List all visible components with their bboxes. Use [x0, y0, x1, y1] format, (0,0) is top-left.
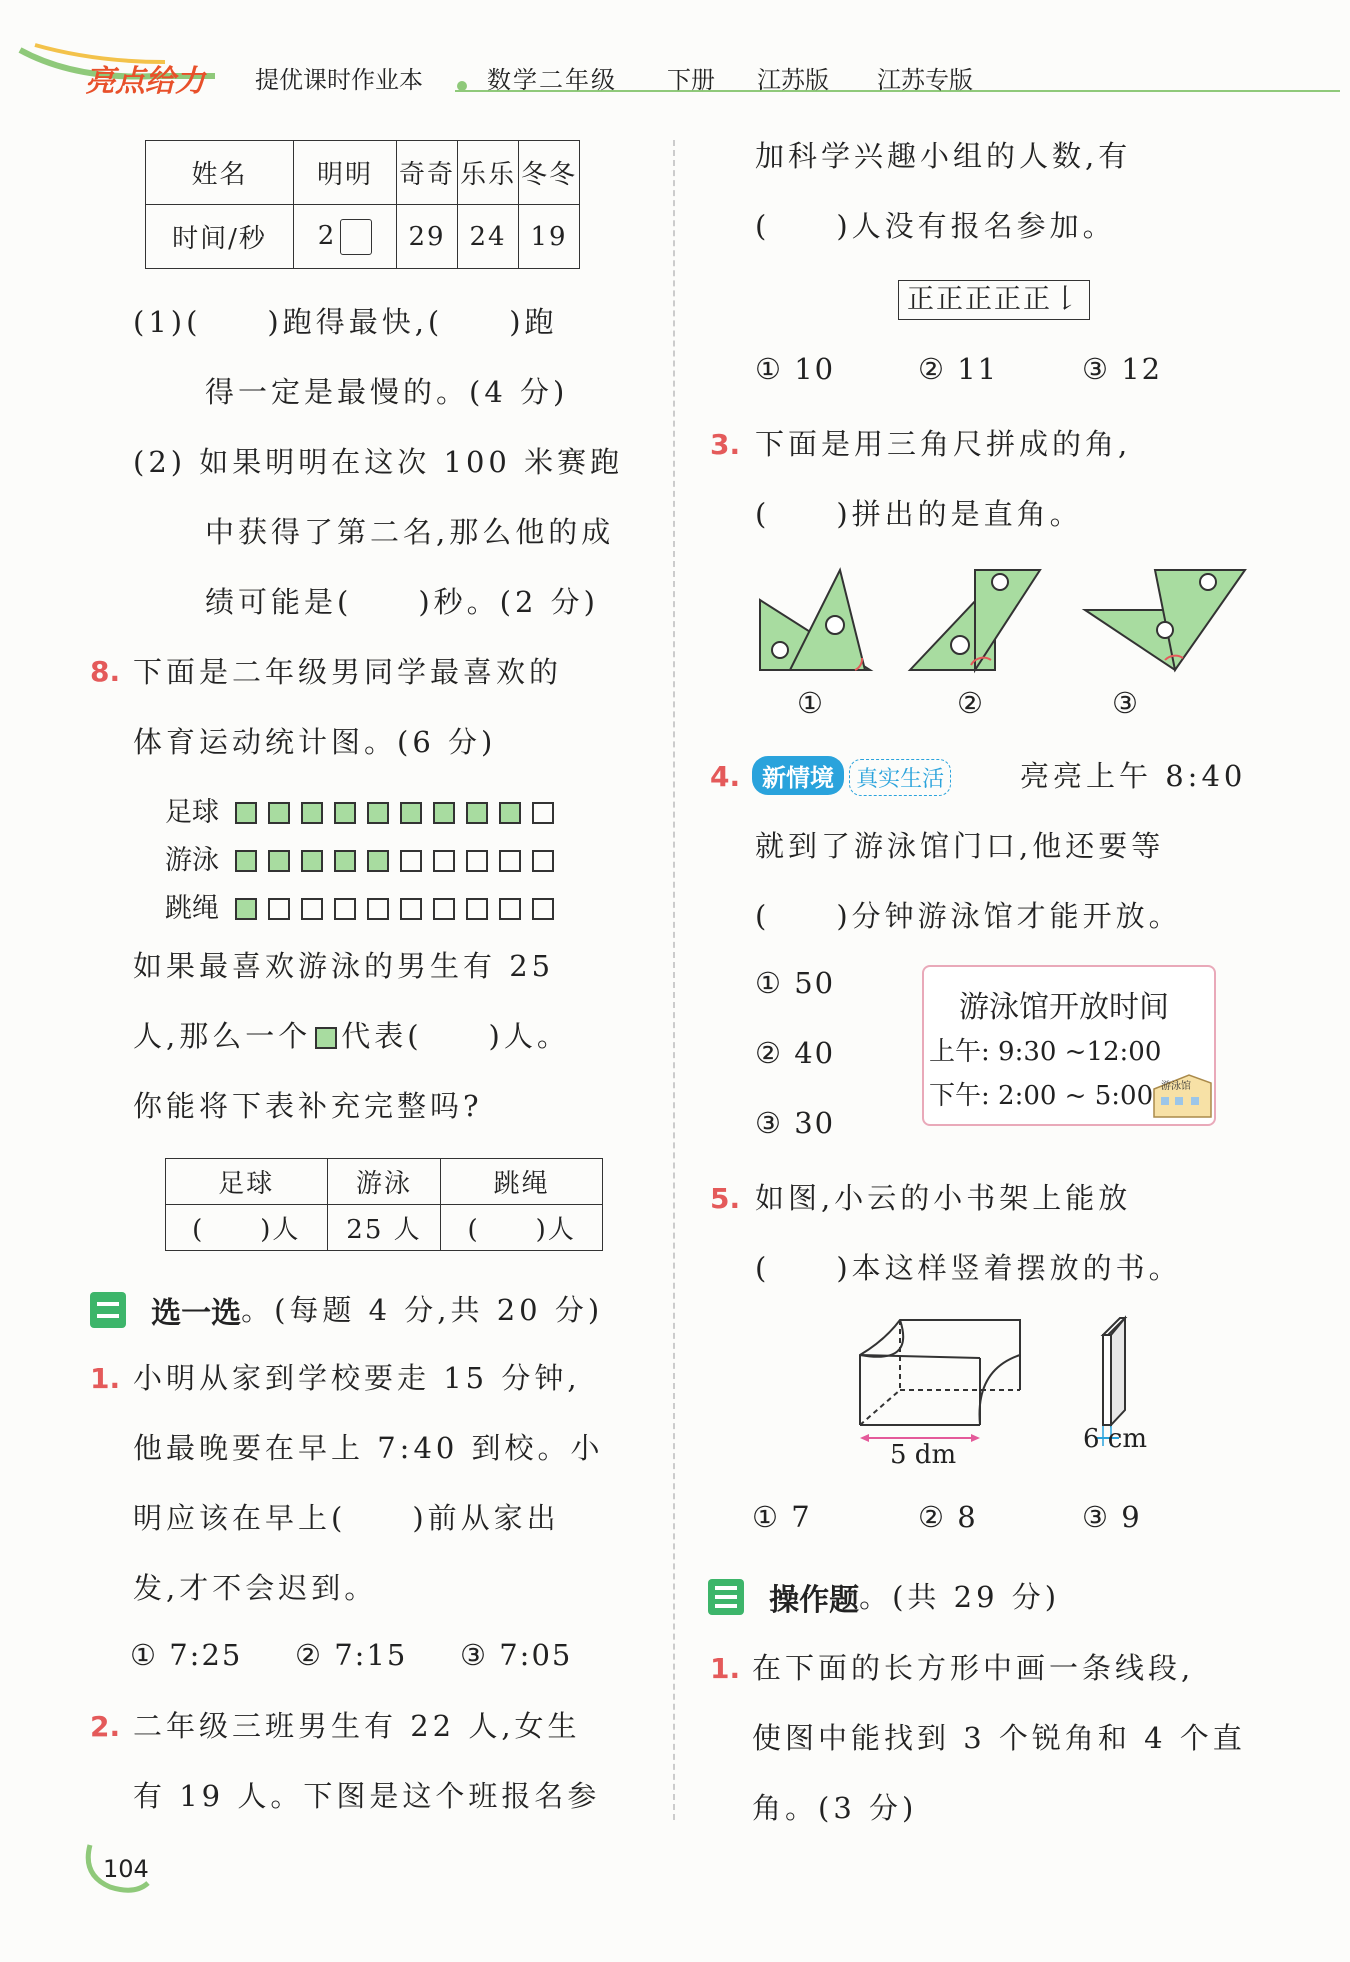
pictograph-row: [165, 788, 565, 836]
table-cell: [294, 205, 397, 269]
s2q5-line2: ( )本这样竖着摆放的书。: [755, 1251, 1182, 1285]
empty-square: [433, 850, 455, 872]
sports-pictograph: [165, 788, 565, 932]
section-icon-three: [708, 1579, 744, 1615]
empty-square: [367, 898, 389, 920]
s2q5-option-a[interactable]: ① 7: [752, 1500, 812, 1534]
opening-hours-am: 上午: 9:30 ~12:00: [929, 1037, 1162, 1067]
s2q2-option-b[interactable]: ② 11: [918, 352, 999, 386]
header-edition: 江苏版: [757, 66, 829, 94]
header-volume: 下册: [667, 66, 715, 94]
s2q4-line1: 亮亮上午 8:40: [1020, 759, 1247, 793]
section3-title: 操作题: [769, 1583, 860, 1618]
section3-note: 。(共 29 分): [859, 1580, 1061, 1614]
empty-square: [499, 898, 521, 920]
filled-square: [433, 802, 455, 824]
s2q4-line3: ( )分钟游泳馆才能开放。: [755, 899, 1182, 933]
q7-part1-line1: (1)( )跑得最快,( )跑: [133, 305, 558, 339]
q8-text3: 你能将下表补充完整吗?: [133, 1089, 483, 1123]
blank-box[interactable]: [340, 219, 372, 255]
empty-square: [532, 802, 554, 824]
building-sign: 游泳馆: [1161, 1081, 1191, 1092]
filled-square: [334, 802, 356, 824]
table-cell: 乐乐: [458, 141, 519, 205]
filled-square: [400, 802, 422, 824]
opening-hours-pm: 下午: 2:00 ~ 5:00: [929, 1081, 1154, 1111]
brand-logo: 亮点给力: [85, 64, 205, 99]
q7-part2-line1: (2) 如果明明在这次 100 米赛跑: [133, 445, 624, 479]
pictograph-label: 足球: [165, 796, 219, 828]
tally-box: 正正正正正𠄌: [898, 280, 1090, 320]
q8-text2b: 代表( )人。: [341, 1019, 570, 1053]
filled-square: [466, 802, 488, 824]
pictograph-label: 跳绳: [165, 892, 219, 924]
table-cell: 冬冬: [519, 141, 580, 205]
q8-number: 8.: [90, 655, 121, 688]
s2q2-line1: 二年级三班男生有 22 人,女生: [133, 1709, 581, 1743]
pictograph-row: [165, 836, 565, 884]
fig-label-2: ②: [957, 686, 985, 720]
empty-square: [532, 898, 554, 920]
s2q4-number: 4.: [710, 760, 741, 793]
s2q4-tags: [752, 756, 951, 796]
dimension-shelf: 5 dm: [890, 1440, 957, 1470]
s2q1-line2: 他最晚要在早上 7:40 到校。小: [133, 1431, 604, 1465]
s2q5-line1: 如图,小云的小书架上能放: [755, 1181, 1132, 1215]
s2q1-option-c[interactable]: ③ 7:05: [460, 1638, 573, 1672]
s2q2-line3: 加科学兴趣小组的人数,有: [755, 139, 1132, 173]
filled-square: [235, 850, 257, 872]
q8-line1: 下面是二年级男同学最喜欢的: [133, 655, 563, 689]
pictograph-row: [165, 884, 565, 932]
s3q1-line2: 使图中能找到 3 个锐角和 4 个直: [752, 1721, 1246, 1755]
q8-text2a: 人,那么一个: [133, 1019, 312, 1053]
filled-square: [499, 802, 521, 824]
section2-heading: [90, 1288, 603, 1332]
s2q1-line3: 明应该在早上( )前从家出: [133, 1501, 560, 1535]
section2-title: 选一选: [151, 1296, 242, 1331]
empty-square: [433, 898, 455, 920]
pictograph-label: 游泳: [165, 844, 219, 876]
empty-square: [400, 898, 422, 920]
figure-1: [760, 570, 870, 670]
table-cell: 24: [458, 205, 519, 269]
triangle-ruler-figures: [755, 560, 1275, 680]
table-cell[interactable]: ( )人: [166, 1205, 328, 1251]
s2q1-line1: 小明从家到学校要走 15 分钟,: [133, 1361, 581, 1395]
tag-new-scenario: 新情境: [752, 756, 844, 795]
filled-square: [367, 802, 389, 824]
q8-text1: 如果最喜欢游泳的男生有 25: [133, 949, 555, 983]
table-cell: 25 人: [327, 1205, 441, 1251]
figure-3: [1085, 570, 1245, 670]
s2q2-line4: ( )人没有报名参加。: [755, 209, 1116, 243]
table-cell: 游泳: [327, 1159, 441, 1205]
s2q1-number: 1.: [90, 1362, 121, 1395]
column-divider: [673, 140, 675, 1820]
table-cell: 19: [519, 205, 580, 269]
s2q2-option-a[interactable]: ① 10: [755, 352, 836, 386]
section-icon-two: [90, 1292, 126, 1328]
filled-square: [367, 850, 389, 872]
fig-label-1: ①: [797, 686, 825, 720]
s2q3-line2: ( )拼出的是直角。: [755, 497, 1083, 531]
q7-part2-line2: 中获得了第二名,那么他的成: [205, 515, 615, 549]
opening-hours-box: [922, 965, 1216, 1126]
filled-square: [268, 802, 290, 824]
empty-square: [268, 898, 290, 920]
s3q1-line3: 角。(3 分): [752, 1791, 918, 1825]
table-cell-text: 2: [317, 220, 337, 251]
s2q4-option-c[interactable]: ③ 30: [755, 1106, 836, 1140]
table-cell: 足球: [166, 1159, 328, 1205]
filled-square: [301, 802, 323, 824]
header-subject: 数学二年级: [487, 66, 617, 94]
empty-square: [301, 898, 323, 920]
table-cell: 姓名: [146, 141, 294, 205]
s2q2-number: 2.: [90, 1710, 121, 1743]
s2q1-line4: 发,才不会迟到。: [133, 1571, 378, 1605]
table-cell: 29: [397, 205, 458, 269]
s2q3-line1: 下面是用三角尺拼成的角,: [755, 427, 1132, 461]
q8-line2: 体育运动统计图。(6 分): [133, 725, 497, 759]
q7-part2-line3: 绩可能是( )秒。(2 分): [205, 585, 599, 619]
table-cell: 跳绳: [441, 1159, 603, 1205]
table-cell: 奇奇: [397, 141, 458, 205]
sports-table: [165, 1158, 603, 1251]
s2q1-option-b[interactable]: ② 7:15: [295, 1638, 408, 1672]
table-cell[interactable]: ( )人: [441, 1205, 603, 1251]
s2q2-option-c[interactable]: ③ 12: [1082, 352, 1163, 386]
filled-square: [268, 850, 290, 872]
section3-heading: [708, 1575, 1060, 1619]
section2-note: 。(每题 4 分,共 20 分): [241, 1293, 604, 1327]
s2q2-line2: 有 19 人。下图是这个班报名参: [133, 1779, 601, 1813]
empty-square: [466, 850, 488, 872]
header-series: 提优课时作业本: [255, 66, 423, 94]
q8-text2: [133, 1016, 570, 1056]
s2q5-option-b[interactable]: ② 8: [918, 1500, 978, 1534]
tag-real-life: 真实生活: [849, 759, 951, 796]
filled-square: [235, 802, 257, 824]
q7-part1-line2: 得一定是最慢的。(4 分): [205, 375, 569, 409]
s2q4-line2: 就到了游泳馆门口,他还要等: [755, 829, 1165, 863]
header-special: 江苏专版: [877, 66, 973, 94]
empty-square: [499, 850, 521, 872]
race-table: [145, 140, 580, 269]
empty-square: [334, 898, 356, 920]
empty-square: [400, 850, 422, 872]
table-cell: 明明: [294, 141, 397, 205]
fig-label-3: ③: [1112, 686, 1140, 720]
s2q5-number: 5.: [710, 1182, 741, 1215]
empty-square: [532, 850, 554, 872]
filled-square: [334, 850, 356, 872]
s3q1-line1: 在下面的长方形中画一条线段,: [752, 1651, 1195, 1685]
s2q3-number: 3.: [710, 428, 741, 461]
empty-square: [466, 898, 488, 920]
filled-square: [235, 898, 257, 920]
opening-hours-title: 游泳馆开放时间: [959, 990, 1169, 1025]
s2q5-option-c[interactable]: ③ 9: [1082, 1500, 1142, 1534]
unit-square: [315, 1027, 337, 1049]
pool-building-icon: [1149, 1067, 1214, 1119]
page-number: 104: [103, 1855, 149, 1883]
s3q1-number: 1.: [710, 1652, 741, 1685]
dimension-book: 6 cm: [1083, 1424, 1148, 1454]
table-cell: 时间/秒: [146, 205, 294, 269]
s2q4-option-b[interactable]: ② 40: [755, 1036, 836, 1070]
s2q4-option-a[interactable]: ① 50: [755, 966, 836, 1000]
s2q1-option-a[interactable]: ① 7:25: [130, 1638, 243, 1672]
filled-square: [301, 850, 323, 872]
figure-2: [910, 570, 1040, 670]
